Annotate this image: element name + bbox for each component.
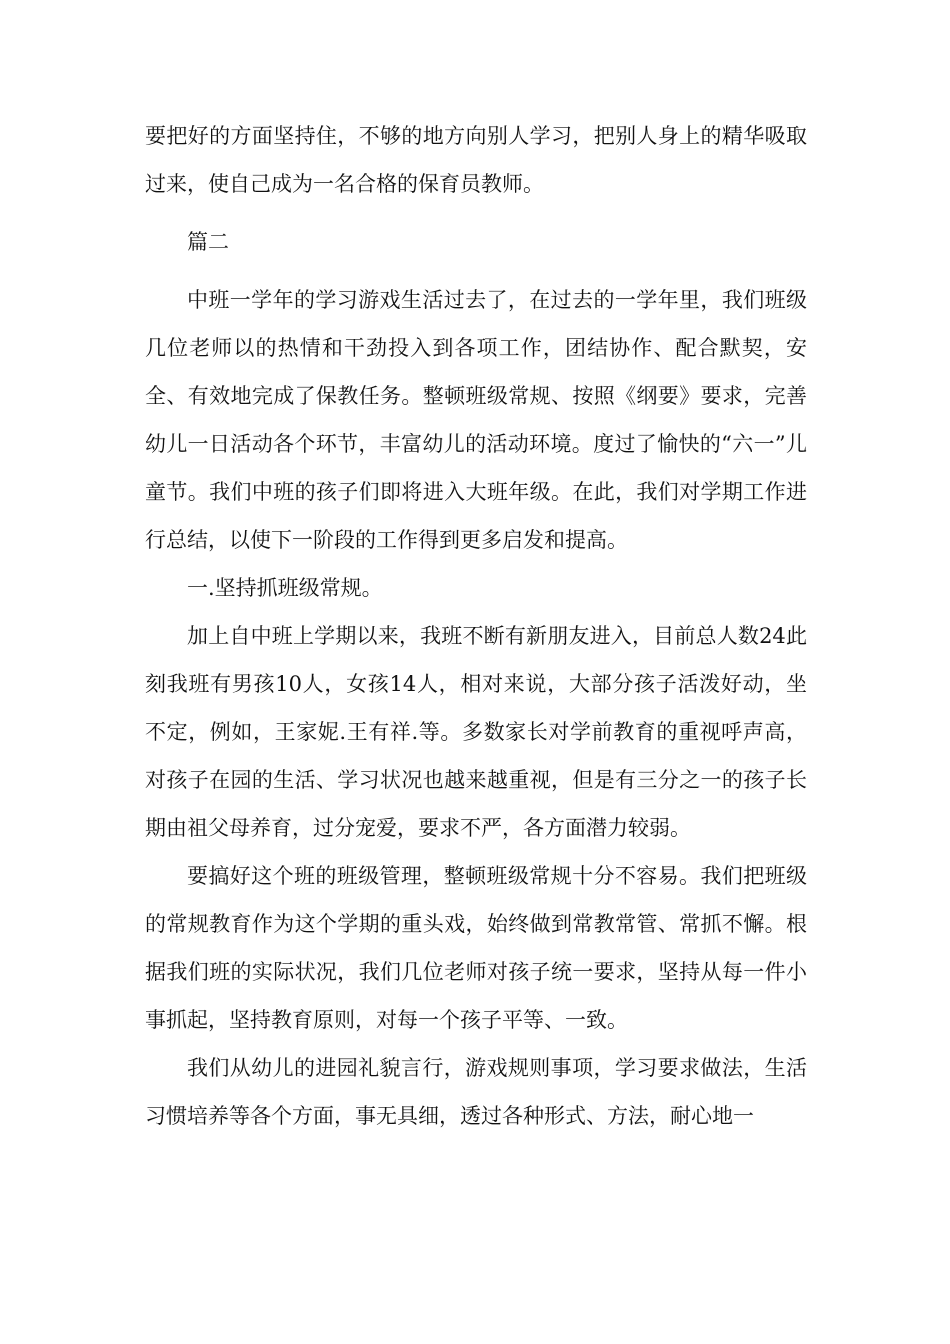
paragraph-routine-methods: 我们从幼儿的进园礼貌言行，游戏规则事项，学习要求做法，生活习惯培养等各个方面，事无具细，透过各种形式、方法，耐心地一 bbox=[145, 1056, 807, 1128]
paragraph-class-situation: 加上自中班上学期以来，我班不断有新朋友进入，目前总人数24此刻我班有男孩10人，女孩14人，相对来说，大部分孩子活泼好动，坐不定，例如，王家妮.王有祥.等。多数家长对学前教育的重视呼声高，对孩子在园的生活、学习状况也越来越重视，但是有三分之一的孩子长期由祖父母养育，过分宠爱，要求不严，各方面潜力较弱。 bbox=[145, 624, 807, 840]
paragraph-intro: 中班一学年的学习游戏生活过去了，在过去的一学年里，我们班级几位老师以的热情和干劲投入到各项工作，团结协作、配合默契，安全、有效地完成了保教任务。整顿班级常规、按照《纲要》要求，完善幼儿一日活动各个环节，丰富幼儿的活动环境。度过了愉快的“六一”儿童节。我们中班的孩子们即将进入大班年级。在此，我们对学期工作进行总结，以使下一阶段的工作得到更多启发和提高。 bbox=[145, 288, 807, 552]
body-text bbox=[145, 112, 807, 1140]
section-heading-part-two: 篇二 bbox=[187, 230, 229, 254]
paragraph-class-management: 要搞好这个班的班级管理，整顿班级常规十分不容易。我们把班级的常规教育作为这个学期的重头戏，始终做到常教常管、常抓不懈。根据我们班的实际状况，我们几位老师对孩子统一要求，坚持从每一件小事抓起，坚持教育原则，对每一个孩子平等、一致。 bbox=[145, 864, 807, 1032]
paragraph-continuation: 要把好的方面坚持住，不够的地方向别人学习，把别人身上的精华吸取过来，使自己成为一名合格的保育员教师。 bbox=[145, 124, 807, 196]
subheading-class-routine: 一.坚持抓班级常规。 bbox=[187, 576, 383, 600]
